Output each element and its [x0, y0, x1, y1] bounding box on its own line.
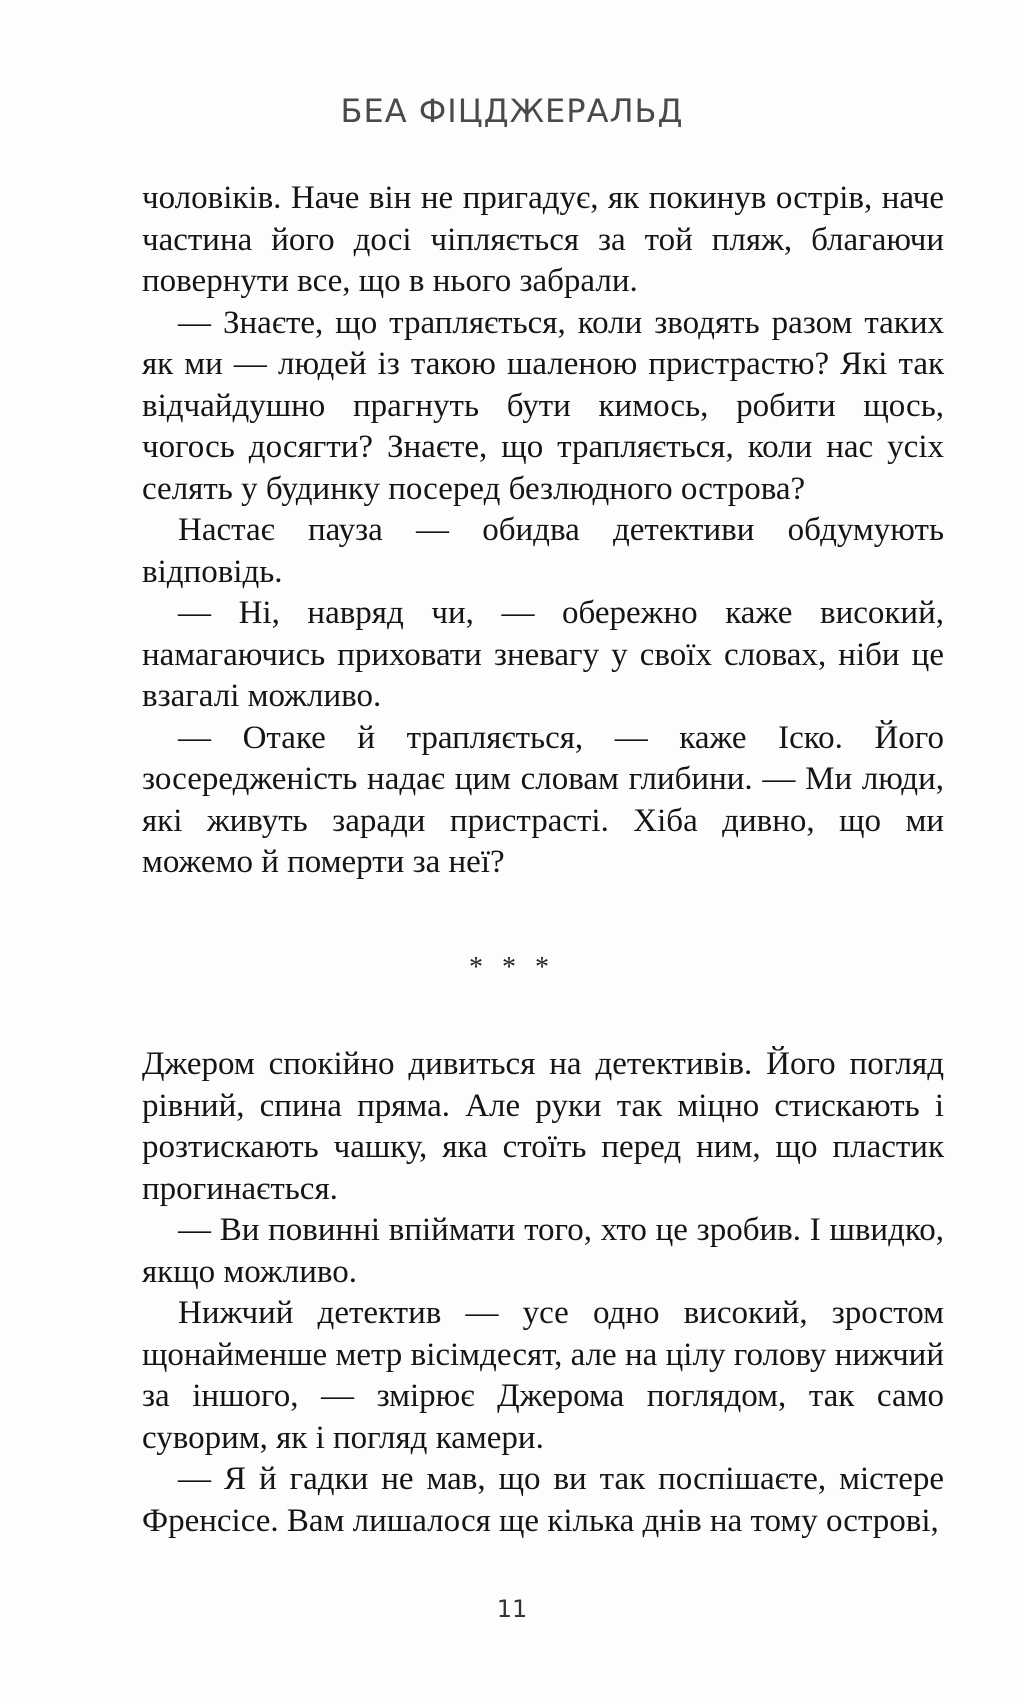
- section-separator: * * *: [469, 952, 555, 983]
- paragraph-dialogue-isko-answer: — Отаке й трапляється, — каже Іско. Його зосередженість надає цим словам глибини. — Ми люди, які живуть заради пристрасті. Хіба дивно, що ми можемо й померти за неї?: [142, 719, 944, 880]
- page-number: 11: [496, 1595, 528, 1623]
- body-text-section-two: [142, 1044, 944, 1542]
- paragraph-shorter-detective: Нижчий детектив — усе одно високий, зростом щонайменше метр вісімдесят, але на цілу голову нижчий за іншого, — змірює Джерома поглядом, так само суворим, як і погляд камери.: [142, 1295, 944, 1456]
- paragraph-dialogue-jerome: — Ви повинні впіймати того, хто це зробив. І швидко, якщо можливо.: [142, 1212, 944, 1290]
- paragraph-dialogue-isko-question: — Знаєте, що трапляється, коли зводять разом таких як ми — людей із такою шаленою пристрастю? Які так відчайдушно прагнуть бути кимось, робити щось, чогось досягти? Знаєте, що трапляється, коли нас усіх селять у будинку посеред безлюдного острова?: [142, 304, 944, 507]
- paragraph-jerome-intro: Джером спокійно дивиться на детективів. Його погляд рівний, спина пряма. Але руки так міцно стискають і розтискають чашку, яка стоїть перед ним, що пластик прогинається.: [142, 1046, 944, 1207]
- paragraph-continuation: чоловіків. Наче він не пригадує, як покинув острів, наче частина його досі чіпляється за той пляж, благаючи повернути все, що в нього забрали.: [142, 180, 944, 299]
- body-text-section-one: [142, 178, 944, 884]
- paragraph-dialogue-tall-detective: — Ні, навряд чи, — обережно каже високий, намагаючись приховати зневагу у своїх словах, ніби це взагалі можливо.: [142, 595, 944, 714]
- paragraph-dialogue-detective: — Я й гадки не мав, що ви так поспішаєте, містере Френсісе. Вам лишалося ще кілька днів на тому острові,: [142, 1461, 944, 1539]
- running-header-author: БЕА ФІЦДЖЕРАЛЬД: [340, 92, 684, 130]
- paragraph-pause: Настає пауза — обидва детективи обдумують відповідь.: [142, 512, 944, 590]
